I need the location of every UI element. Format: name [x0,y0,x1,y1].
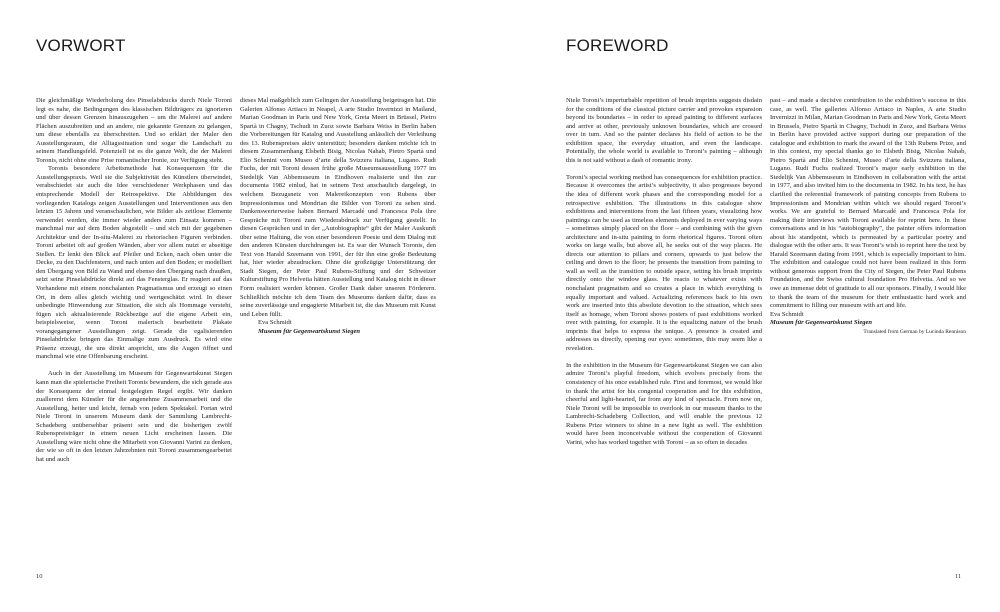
paragraph: dieses Mal maßgeblich zum Gelingen der Ausstellung beigetragen hat. Die Galerien Alfonso Artiaco in Neapel, A arte Studio Invernizzi in Mailand, Marian Goodman in Paris und New York, Greta Meert in Brüssel, Pietro Spartà in Chagny, Tschudi in Zuoz sowie Barbara Weiss in Berlin haben die Vorbereitungen für Katalog und Ausstellung anlässlich der Verleihung des 13. Rubenspreises aktiv unterstützt; besonders danken möchte ich in diesem Zusammenhang Elsbeth Bisig, Nicolas Nahab, Pietro Spartà und Elio Schenini vom Museo d’arte della Svizzera italiana, Lugano. Rudi Fuchs, der mit Toroni dessen frühe große Museumsausstellung 1977 im Stedelijk Van Abbemuseum in Eindhoven realisierte und ihn zur documenta 1982 einlud, hat in seinem Text anschaulich dargelegt, in welchem Bezugsnetz von Malereikonzepten von Rubens über Impressionismus und Mondrian die Bilder von Toroni zu sehen sind. Dankenswerterweise haben Bernard Marcadé und Francesca Pola ihre Gespräche mit Toroni zum Wiederabdruck zur Verfügung gestellt. In diesen Gesprächen und in der „Autobiographie“ gibt der Maler Auskunft über seine Haltung, die von einer besonderen Poesie und dem Dialog mit den anderen Künsten durchdrungen ist. Es war der Wunsch Toronis, den Text von Harald Szeemann von 1991, der für ihn eine große Bedeutung hat, hier wieder abzudrucken. Ohne die großzügige Unterstützung der Stadt Siegen, der Peter Paul Rubens-Stiftung und der Schweizer Kulturstiftung Pro Helvetia hätten Ausstellung und Katalog nicht in dieser Form realisiert werden können. Großer Dank daher unseren Förderern. Schließlich möchte ich dem Team des Museums danken dafür, dass es seine zuverlässige und engagierte Mitarbeit ist, die das Museum mit Kunst und Leben füllt. [240,97,436,318]
signature-institution: Museum für Gegenwartskunst Siegen [258,327,361,335]
paragraph: In the exhibition in the Museum für Gegenwartskunst Siegen we can also admire Toroni’s playful freedom, which evolves precisely from the consistency of his once established rule. First and foremost, we would like to thank the artist for his congenial cooperation and for this exhibition, cheerful and light-hearted, far from any kind of spectacle. From now on, Niele Toroni will be impossible to overlook in our museum thanks to the Lambrecht-Schadeberg Collection, and will enable the previous 12 Rubens Prize winners to shine in a new light as well. The exhibition would have been inconceivable without the cooperation of Giovanni Varini, who has worked together with Toroni – as so often in decades [566,361,762,446]
paragraph: Auch in der Ausstellung im Museum für Gegenwartskunst Siegen kann man die spielerische Freiheit Toronis bewundern, die sich gerade aus der Konsequenz der einmal festgelegten Regel ergibt. Wir danken zuallererst dem Künstler für die angenehme Zusammenarbeit und die Ausstellung, heiter und leicht, fernab von jedem Spektakel. Fortan wird Niele Toroni in unserem Museum dank der Sammlung Lambrecht-Schadeberg unübersehbar präsent sein und die bisherigen zwölf Rubenspreisträger in einem neuen Licht erscheinen lassen. Die Ausstellung wäre nicht ohne die Mitarbeit von Giovanni Varini zu denken, der wie so oft in den letzten Jahrzehnten mit Toroni zusammengearbeitet hat und auch [36,370,232,463]
paragraph: past – and made a decisive contribution to the exhibition’s success in this case, as well. The galleries Alfonso Artiaco in Naples, A arte Studio Invernizzi in Milan, Marian Goodman in Paris and New York, Greta Meert in Brussels, Pietro Spartà in Chagny, Tschudi in Zuoz, and Barbara Weiss in Berlin have provided active support during our preparation of the catalogue and exhibition to mark the award of the 13th Rubens Prize, and in this context, my special thanks go to Elsbeth Bisig, Nicolas Nahab, Pietro Spartà and Elio Schenini, Museo d’arte della Svizzera italiana, Lugano. Rudi Fuchs realized Toroni’s major early exhibition in the Stedelijk Van Abbemuseum in Eindhoven in collaboration with the artist in 1977, and also invited him to the documenta in 1982. In his text, he has clarified the referential framework of painting concepts from Rubens to Impressionism and Mondrian within which we should regard Toroni’s works. We are grateful to Bernard Marcadé and Francesca Pola for making their interviews with Toroni available for reprint here. In these conversations and in his “autobiography”, the painter offers information about his standpoint, which is permeated by a particular poetry and dialogue with the other arts. It was Toroni’s wish to reprint here the text by Harald Szeemann dating from 1991, which is especially important to him. The exhibition and catalogue could not have been realized in this form without generous support from the City of Siegen, the Peter Paul Rubens Foundation, and the Swiss cultural foundation Pro Helvetia. And so we owe an immense debt of gratitude to all our sponsors. Finally, I would like to thank the team of the museum for their enthusiastic hard work and commitment to filling our museum with art and life. [770,97,966,310]
text-column-1 [36,97,232,464]
right-page [500,0,1000,612]
translator-note: Translated from German by Lucinda Rennison [863,328,966,335]
paragraph: Die gleichmäßige Wiederholung des Pinselabdrucks durch Niele Toroni legt es nahe, die Bedingungen des klassischen Bildträgers zu ignorieren und über dessen Grenzen hinauszugehen – um die Malerei auf andere Flächen auszubreiten und an andere, nie gekannte Grenzen zu gelangen, um diese ebenfalls zu überschreiten. Und so erklärt der Maler den Ausstellungsraum, die Alltagssituation und sogar die Landschaft zu seinem Handlungsfeld. Potenziell ist es die ganze Welt, die der Malerei Toronis, nicht ohne eine Prise romantischer Ironie, zur Verfügung steht. [36,97,232,164]
text-column-1 [566,97,762,447]
page-number: 10 [36,573,43,580]
page-number: 11 [955,573,962,580]
paragraph: Toroni’s special working method has consequences for exhibition practice. Because it overcomes the artist’s subjectivity, it also progresses beyond the idea of different work phases and the corresponding model for a retrospective exhibition. The illustrations in this catalogue show exhibitions and interventions from the last fifteen years, visualizing how paintings can be used as timeless elements deployed in ever varying ways – sometimes simply placed on the floor – and combining with the given architecture and in-situ painting to form rhetorical figures. Toroni often works on large walls, but above all, he seeks out of the way places. He directs our attention to pillars and corners, upwards to just below the ceiling and down to the floor; he presents the transition from painting to wall as well as the transition to outside space, setting his brush imprints directly onto the window glass. He reacts to whatever exists with nonchalant pragmatism and so creates a place in which everything is equally important and valued. Actualizing references back to his own work are inserted into this absolute devotion to the situation, which sees itself as homage, when Toroni shows posters of past exhibitions worked over with painting, for example. It is the equalizing nature of the brush imprints that helps to express the unique. A presence is created and addresses us directly, opening our eyes: sometimes, this may seem like a revelation. [566,173,762,352]
page-heading: VORWORT [36,36,126,55]
text-column-2 [770,97,966,336]
paragraph: Niele Toroni’s imperturbable repetition of brush imprints suggests disdain for the conditions of the classical picture carrier and provokes expansion beyond its boundaries – in order to spread painting to different surfaces and arrive at other, previously unknown boundaries, which are crossed over in turn. And so the painter declares his field of action to be the exhibition space, the everyday situation, and even the landscape. Potentially, the whole world is available to Toroni’s painting – although this is not said without a dash of romantic irony. [566,97,762,164]
signature-name: Eva Schmidt [258,319,292,327]
text-column-2 [240,97,436,336]
signature-name: Eva Schmidt [770,310,804,318]
signature-institution: Museum für Gegenwartskunst Siegen [770,319,873,327]
paragraph: Toronis besondere Arbeitsmethode hat Konsequenzen für die Ausstellungspraxis. Weil sie die Subjektivität des Künstlers überwindet, verabschiedet sie auch die Idee verschiedener Werkphasen und das entsprechende Modell der Retrospektive. Die Abbildungen des vorliegenden Katalogs zeigen Ausstellungen und Interventionen aus den letzten 15 Jahren und veranschaulichen, wie Bilder als zeitlose Elemente verwendet werden, die immer wieder anders zum Einsatz kommen – manchmal nur auf dem Boden abgestellt – und sich mit der gegebenen Architektur und der In-situ-Malerei zu rhetorischen Figuren verbinden. Toroni arbeitet oft auf großen Wänden, aber vor allem nutzt er abseitige Stellen. Er lenkt den Blick auf Pfeiler und Ecken, nach oben unter die Decke, zu den Dachfenstern, und nach unten auf den Boden; er modelliert den Übergang von Bild zu Wand und ebenso den Übergang nach draußen, setzt seine Pinselabdrücke direkt auf das Fensterglas. Er reagiert auf das Vorhandene mit einem nonchalanten Pragmatismus und erzeugt so einen Ort, in dem alles gleich wichtig und wertgeschätzt wird. In dieser unbedingte Hinwendung zur Situation, die sich als Hommage versteht, fügen sich aktualisierende Rückbezüge auf die eigene Arbeit ein, beispielsweise, wenn Toroni malerisch bearbeitete Plakate vorangegangener Ausstellungen zeigt. Gerade die egalisierenden Pinselabdrücke bringen das Einmalige zum Ausdruck. Es wird eine Präsenz erzeugt, die uns direkt anspricht, uns die Augen öffnet und manchmal wie eine Offenbarung erscheint. [36,165,232,361]
page-heading: FOREWORD [566,36,669,55]
